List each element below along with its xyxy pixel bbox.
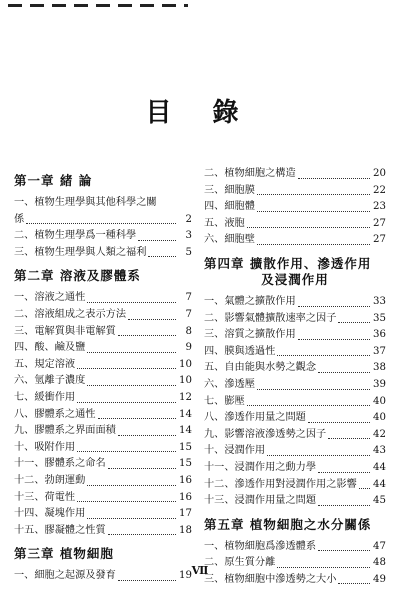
dot-leader [77, 368, 176, 369]
toc-entry-page: 33 [373, 295, 386, 307]
toc-entry-page: 18 [179, 524, 192, 536]
chapter-heading [204, 256, 386, 288]
toc-entry[interactable] [204, 294, 386, 311]
page-number-footer: Ⅶ [191, 564, 209, 577]
toc-entry-title: 五、規定溶液 [14, 358, 76, 370]
toc-entry-title: 十四、凝塊作用 [14, 508, 86, 520]
toc-entry-title: 九、影響溶液滲透勢之因子 [204, 428, 327, 440]
dot-leader [257, 211, 370, 212]
dot-leader [128, 319, 176, 320]
dot-leader [318, 372, 370, 373]
toc-entry-title: 十三、荷電性 [14, 491, 76, 503]
toc-entry-title: 八、滲透作用量之問題 [204, 412, 306, 424]
toc-entry-page: 7 [185, 292, 192, 304]
toc-entry[interactable] [14, 490, 192, 507]
toc-entry-page: 48 [373, 557, 386, 569]
toc-entry-page: 10 [179, 375, 192, 387]
toc-entry[interactable] [14, 228, 192, 245]
toc-entry-page: 40 [373, 412, 386, 424]
dot-leader [77, 451, 176, 452]
toc-entry[interactable] [204, 410, 386, 427]
toc-entry-title: 一、植物細胞爲滲透體系 [204, 540, 317, 552]
toc-entry[interactable] [204, 344, 386, 361]
dot-leader [87, 485, 176, 486]
toc-entry-title: 四、膜與透過性 [204, 345, 276, 357]
toc-entry-title: 二、植物生理學爲一種科學 [14, 230, 137, 242]
toc-entry-title: 三、細胞膜 [204, 184, 255, 196]
toc-entry[interactable] [14, 307, 192, 324]
toc-entry-page: 16 [179, 474, 192, 486]
toc-entry[interactable] [14, 456, 192, 473]
toc-entry[interactable] [204, 232, 386, 249]
toc-entry[interactable] [204, 166, 386, 183]
toc-entry[interactable] [14, 506, 192, 523]
chapter-heading: 第五章 植物細胞之水分關係 [204, 516, 372, 532]
toc-entry[interactable] [204, 311, 386, 328]
toc-entry-page: 42 [373, 428, 386, 440]
toc-entry-title: 三、電解質與非電解質 [14, 325, 116, 337]
dot-leader [118, 335, 176, 336]
dot-leader [298, 306, 370, 307]
toc-entry-title: 一、溶液之通性 [14, 292, 86, 304]
toc-entry-page: 2 [185, 213, 192, 225]
toc-entry[interactable] [204, 183, 386, 200]
toc-entry-page: 14 [179, 408, 192, 420]
toc-entry-page: 23 [373, 201, 386, 213]
toc-entry-page: 17 [179, 508, 192, 520]
toc-entry[interactable] [14, 473, 192, 490]
dot-leader [257, 389, 370, 390]
toc-entry-page: 45 [373, 495, 386, 507]
toc-entry-page: 19 [179, 570, 192, 582]
toc-entry-page: 36 [373, 329, 386, 341]
toc-entry[interactable] [204, 199, 386, 216]
toc-entry-title: 六、氫離子濃度 [14, 375, 86, 387]
toc-entry-page: 3 [185, 230, 192, 242]
toc-entry[interactable] [204, 460, 386, 477]
toc-entry-title: 三、植物生理學與人類之福利 [14, 246, 147, 258]
toc-left-column [14, 166, 192, 585]
toc-entry-page: 47 [373, 540, 386, 552]
toc-entry-page: 5 [185, 246, 192, 258]
toc-entry-title: 二、影響氣體擴散速率之因子 [204, 312, 337, 324]
toc-entry-title: 十二、勃朗運動 [14, 474, 86, 486]
toc-entry[interactable] [14, 290, 192, 307]
toc-entry-page: 44 [373, 478, 386, 490]
toc-entry-page: 20 [373, 168, 386, 179]
dot-leader [359, 488, 370, 489]
dot-leader [247, 405, 370, 406]
toc-entry-title: 三、植物細胞中滲透勢之大小 [204, 573, 337, 585]
toc-entry[interactable] [204, 394, 386, 411]
chapter-heading: 第三章 植物細胞 [14, 546, 114, 562]
toc-entry-page: 43 [373, 445, 386, 457]
toc-entry-page: 8 [185, 325, 192, 337]
toc-entry-page: 15 [179, 441, 192, 453]
dot-leader [247, 227, 370, 228]
dot-leader [108, 468, 176, 469]
toc-entry[interactable] [14, 340, 192, 357]
dot-leader [138, 240, 176, 241]
toc-entry-title: 七、膨壓 [204, 395, 245, 407]
toc-entry[interactable] [204, 493, 386, 510]
toc-entry-title: 四、細胞體 [204, 201, 255, 213]
toc-entry-title: 十、吸附作用 [14, 441, 76, 453]
dot-leader [328, 438, 370, 439]
toc-entry-title: 五、液胞 [204, 217, 245, 229]
toc-entry[interactable] [14, 195, 192, 212]
dot-leader [77, 402, 176, 403]
toc-entry[interactable] [14, 440, 192, 457]
toc-entry[interactable] [14, 523, 192, 540]
toc-entry-title: 十、浸潤作用 [204, 445, 266, 457]
chapter-heading: 第二章 溶液及膠體系 [14, 268, 141, 284]
dot-leader [267, 455, 370, 456]
toc-entry-title: 九、膠體系之界面面積 [14, 425, 116, 437]
toc-entry-page: 27 [373, 217, 386, 229]
dot-leader [118, 580, 176, 581]
toc-entry-title: 七、緩衝作用 [14, 391, 76, 403]
toc-entry-title: 一、氣體之擴散作用 [204, 295, 296, 307]
toc-entry-page: 22 [373, 184, 386, 196]
toc-entry-page: 7 [185, 308, 192, 320]
toc-entry-page: 14 [179, 425, 192, 437]
dot-leader [148, 256, 176, 257]
dot-leader [318, 505, 370, 506]
dot-leader [338, 322, 370, 323]
toc-entry-title: 十二、滲透作用對浸潤作用之影響 [204, 478, 357, 490]
dot-leader [298, 339, 370, 340]
toc-entry-title: 十五、膠凝體之性質 [14, 524, 106, 536]
toc-entry-title: 六、滲透壓 [204, 378, 255, 390]
toc-entry-page: 38 [373, 362, 386, 374]
toc-entry-title: 六、細胞壁 [204, 234, 255, 246]
toc-entry-title: 二、溶液組成之表示方法 [14, 308, 127, 320]
toc-right-column [204, 166, 386, 588]
toc-entry-page: 37 [373, 345, 386, 357]
toc-entry-page: 12 [179, 391, 192, 403]
chapter-heading-line2: 及浸潤作用 [261, 271, 329, 287]
toc-entry[interactable] [204, 377, 386, 394]
dot-leader [87, 352, 176, 353]
toc-entry-page: 9 [185, 342, 192, 354]
toc-entry[interactable] [14, 212, 192, 229]
dot-leader [338, 583, 370, 584]
toc-entry[interactable] [204, 539, 386, 556]
dot-leader [298, 178, 370, 179]
toc-entry[interactable] [14, 390, 192, 407]
toc-entry[interactable] [14, 407, 192, 424]
dot-leader [98, 418, 177, 419]
page-title: 目 錄 [145, 98, 255, 128]
toc-entry-title: 三、溶質之擴散作用 [204, 329, 296, 341]
toc-entry[interactable] [204, 360, 386, 377]
dot-leader [26, 223, 176, 224]
dot-leader [118, 435, 176, 436]
toc-entry-title: 十一、膠體系之命名 [14, 458, 106, 470]
toc-entry[interactable] [14, 423, 192, 440]
dot-leader [87, 518, 176, 519]
toc-entry[interactable] [14, 357, 192, 374]
toc-entry-title: 十一、浸潤作用之動力學 [204, 461, 317, 473]
toc-entry-title: 八、膠體系之通性 [14, 408, 96, 420]
toc-entry[interactable] [14, 245, 192, 262]
chapter-heading: 第一章 緒 論 [14, 173, 93, 188]
dot-leader [87, 302, 176, 303]
toc-entry[interactable] [204, 216, 386, 233]
toc-entry-page: 16 [179, 491, 192, 503]
toc-entry-page: 35 [373, 312, 386, 324]
toc-entry-title: 一、細胞之起源及發育 [14, 570, 116, 582]
toc-entry-page: 39 [373, 378, 386, 390]
chapter-heading-line1: 第四章 擴散作用、滲透作用 [204, 255, 372, 271]
toc-entry[interactable] [204, 327, 386, 344]
toc-entry[interactable] [14, 324, 192, 341]
toc-entry-title: 十三、浸潤作用量之問題 [204, 495, 317, 507]
toc-entry-title: 五、自由能與水勢之觀念 [204, 362, 317, 374]
dot-leader [77, 501, 176, 502]
toc-entry[interactable] [204, 427, 386, 444]
dot-leader [108, 534, 176, 535]
dot-leader [257, 244, 370, 245]
toc-entry-title: 四、酸、鹼及鹽 [14, 342, 86, 354]
top-dash-rule [8, 4, 188, 7]
dot-leader [308, 422, 370, 423]
dot-leader [87, 385, 176, 386]
toc-entry-title: 一、植物生理學與其他科學之關 [14, 197, 157, 208]
toc-entry-title: 二、原生質分離 [204, 557, 276, 569]
dot-leader [318, 472, 370, 473]
toc-entry-page: 40 [373, 395, 386, 407]
dot-leader [257, 194, 370, 195]
toc-entry-page: 44 [373, 461, 386, 473]
toc-entry[interactable] [204, 443, 386, 460]
toc-entry[interactable] [14, 373, 192, 390]
toc-entry-title: 二、植物細胞之構造 [204, 168, 296, 179]
toc-entry-page: 15 [179, 458, 192, 470]
toc-entry-page: 10 [179, 358, 192, 370]
toc-entry-title: 係 [14, 213, 25, 225]
dot-leader [277, 355, 370, 356]
dot-leader [318, 550, 370, 551]
toc-entry-page: 27 [373, 234, 386, 246]
toc-entry[interactable] [204, 477, 386, 494]
toc-entry-page: 49 [373, 573, 386, 585]
